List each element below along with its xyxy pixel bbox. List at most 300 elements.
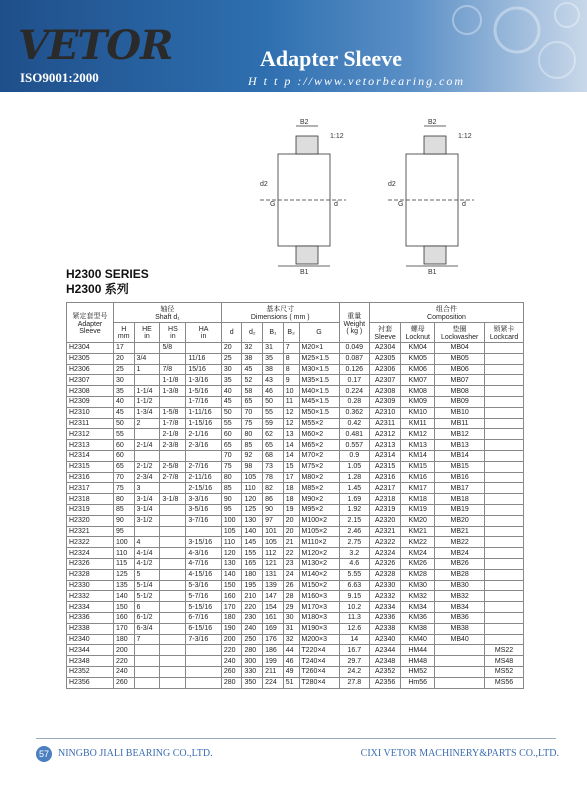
table-cell: 90 [263, 504, 284, 515]
table-cell: 1-3/16 [186, 375, 222, 386]
diagram-label-d2: d2 [260, 181, 268, 188]
table-cell: M120×2 [299, 548, 339, 559]
table-cell: M190×3 [299, 623, 339, 634]
table-cell: 220 [242, 602, 263, 613]
table-cell [485, 353, 524, 364]
table-cell: 0.362 [339, 407, 369, 418]
table-cell: H2311 [67, 418, 114, 429]
iso-certification: ISO9001:2000 [20, 70, 99, 85]
table-cell: MB21 [435, 526, 485, 537]
table-cell: 75 [113, 483, 134, 494]
table-cell: KM10 [401, 407, 435, 418]
table-cell: 260 [113, 677, 134, 688]
table-cell: KM06 [401, 364, 435, 375]
table-cell: 1.45 [339, 483, 369, 494]
table-cell: 17 [283, 472, 299, 483]
table-cell: 55 [113, 429, 134, 440]
table-cell: H2336 [67, 612, 114, 623]
table-row [67, 483, 524, 494]
table-cell: KM34 [401, 602, 435, 613]
table-cell: 51 [283, 677, 299, 688]
header-dimensions: 基本尺寸 Dimensions ( mm ) [221, 303, 339, 323]
table-cell: KM26 [401, 558, 435, 569]
table-cell: 3-15/16 [186, 537, 222, 548]
table-cell [485, 558, 524, 569]
table-cell: A2306 [370, 364, 401, 375]
table-cell: 25 [113, 364, 134, 375]
table-cell [485, 580, 524, 591]
table-cell: 330 [242, 666, 263, 677]
specification-table [66, 302, 524, 689]
table-cell: 5.55 [339, 569, 369, 580]
table-cell: 50 [113, 418, 134, 429]
table-row [67, 602, 524, 613]
table-row [67, 364, 524, 375]
table-cell: KM30 [401, 580, 435, 591]
table-cell [485, 472, 524, 483]
table-cell: 161 [263, 612, 284, 623]
table-cell: KM13 [401, 440, 435, 451]
table-cell: 32 [242, 343, 263, 354]
table-row [67, 450, 524, 461]
footer-divider [36, 738, 556, 739]
table-cell: HM44 [401, 645, 435, 656]
table-cell: 35 [263, 353, 284, 364]
table-cell [485, 515, 524, 526]
table-row [67, 429, 524, 440]
table-cell: M100×2 [299, 515, 339, 526]
table-cell: MB28 [435, 569, 485, 580]
table-cell: M30×1.5 [299, 364, 339, 375]
table-cell: 12.6 [339, 623, 369, 634]
table-cell: A2313 [370, 440, 401, 451]
table-cell: 110 [113, 548, 134, 559]
table-cell: 2-3/16 [186, 440, 222, 451]
table-cell: 73 [263, 461, 284, 472]
table-cell: 0.087 [339, 353, 369, 364]
table-cell: H2330 [67, 580, 114, 591]
diagram-label-b1: B1 [300, 269, 309, 276]
table-cell: 18 [283, 483, 299, 494]
header-b1: B₁ [263, 323, 284, 343]
table-cell: 3-1/4 [134, 504, 160, 515]
table-cell: A2311 [370, 418, 401, 429]
table-cell: A2319 [370, 504, 401, 515]
table-cell: 110 [242, 483, 263, 494]
table-cell: H2319 [67, 504, 114, 515]
table-cell: 169 [263, 623, 284, 634]
table-cell: 35 [221, 375, 242, 386]
table-cell: 1-5/16 [186, 386, 222, 397]
table-cell: 60 [113, 450, 134, 461]
table-cell: H2304 [67, 343, 114, 354]
table-cell: H2308 [67, 386, 114, 397]
table-cell: 1-1/4 [134, 386, 160, 397]
diagram-label-d: d [334, 201, 338, 208]
table-cell: 2.15 [339, 515, 369, 526]
table-cell: 85 [242, 440, 263, 451]
table-cell: 3.2 [339, 548, 369, 559]
table-cell: M140×2 [299, 569, 339, 580]
table-cell: 22 [283, 548, 299, 559]
table-cell [485, 386, 524, 397]
series-heading [66, 267, 149, 297]
header-banner [0, 0, 587, 92]
table-cell: KM32 [401, 591, 435, 602]
table-cell: 150 [113, 602, 134, 613]
table-cell: 1.28 [339, 472, 369, 483]
table-cell: 5-1/4 [134, 580, 160, 591]
table-cell [485, 343, 524, 354]
table-cell [134, 343, 160, 354]
table-cell [160, 396, 186, 407]
table-cell: 1 [134, 364, 160, 375]
table-cell: KM24 [401, 548, 435, 559]
table-cell: MB06 [435, 364, 485, 375]
table-cell: 95 [221, 504, 242, 515]
table-cell: M90×2 [299, 494, 339, 505]
table-cell: 2-3/4 [134, 472, 160, 483]
table-cell: 3-7/16 [186, 515, 222, 526]
table-row [67, 645, 524, 656]
page-title: Adapter Sleeve [260, 46, 402, 71]
table-cell: 62 [263, 429, 284, 440]
table-cell: 211 [263, 666, 284, 677]
table-cell: 60 [221, 429, 242, 440]
table-cell: KM36 [401, 612, 435, 623]
table-cell: 1.05 [339, 461, 369, 472]
table-cell: 3-1/8 [160, 494, 186, 505]
table-cell: H2309 [67, 396, 114, 407]
table-cell: 32 [283, 634, 299, 645]
header-b2: B₂ [283, 323, 299, 343]
table-cell: 140 [242, 526, 263, 537]
table-cell [160, 353, 186, 364]
adapter-sleeve-diagram [230, 116, 490, 276]
table-cell: 160 [113, 612, 134, 623]
table-cell: 195 [242, 580, 263, 591]
table-cell [134, 677, 160, 688]
table-cell [160, 483, 186, 494]
table-cell: A2307 [370, 375, 401, 386]
header-locknut: 螺母 Locknut [401, 323, 435, 343]
table-cell [485, 602, 524, 613]
table-cell: 20 [283, 515, 299, 526]
table-cell: KM18 [401, 494, 435, 505]
table-cell: 7/8 [160, 364, 186, 375]
table-cell: 2-1/4 [134, 440, 160, 451]
table-cell: 2 [134, 418, 160, 429]
table-cell: 40 [113, 396, 134, 407]
table-cell: 140 [113, 591, 134, 602]
table-row [67, 548, 524, 559]
table-cell: 98 [242, 461, 263, 472]
table-cell [435, 656, 485, 667]
table-cell: MB34 [435, 602, 485, 613]
table-cell [134, 656, 160, 667]
table-cell: MB40 [435, 634, 485, 645]
table-cell: 28 [283, 591, 299, 602]
table-row [67, 353, 524, 364]
table-cell: 170 [113, 623, 134, 634]
table-row [67, 515, 524, 526]
table-cell: 20 [283, 526, 299, 537]
table-cell: A2326 [370, 558, 401, 569]
table-row [67, 580, 524, 591]
table-row [67, 591, 524, 602]
table-cell: A2305 [370, 353, 401, 364]
table-cell: 199 [263, 656, 284, 667]
table-cell: 40 [221, 386, 242, 397]
table-cell: 68 [263, 450, 284, 461]
table-cell: 85 [221, 483, 242, 494]
table-cell: M60×2 [299, 429, 339, 440]
table-cell [160, 591, 186, 602]
table-cell: 5/8 [160, 343, 186, 354]
table-cell: 6-3/4 [134, 623, 160, 634]
table-cell [485, 504, 524, 515]
table-cell: KM21 [401, 526, 435, 537]
table-cell: 30 [283, 612, 299, 623]
table-cell: 86 [263, 494, 284, 505]
table-cell: 1-5/8 [160, 407, 186, 418]
table-cell: 0.17 [339, 375, 369, 386]
table-cell: MB09 [435, 396, 485, 407]
table-cell [485, 440, 524, 451]
table-cell: A2356 [370, 677, 401, 688]
table-cell: 2.75 [339, 537, 369, 548]
table-cell: 16.7 [339, 645, 369, 656]
table-cell: 240 [242, 623, 263, 634]
table-cell: 14 [283, 440, 299, 451]
table-cell: H2315 [67, 461, 114, 472]
table-cell: 0.126 [339, 364, 369, 375]
table-cell: H2344 [67, 645, 114, 656]
table-cell: 165 [242, 558, 263, 569]
table-cell: A2334 [370, 602, 401, 613]
table-cell [186, 450, 222, 461]
table-cell: 11/16 [186, 353, 222, 364]
table-cell [485, 526, 524, 537]
table-row [67, 343, 524, 354]
table-cell: 80 [242, 429, 263, 440]
table-cell: H2320 [67, 515, 114, 526]
table-cell [485, 623, 524, 634]
table-cell: 2-7/8 [160, 472, 186, 483]
footer-company-left: NINGBO JIALI BEARING CO.,LTD. [58, 748, 213, 759]
table-row [67, 494, 524, 505]
table-cell [134, 666, 160, 677]
table-cell [435, 666, 485, 677]
table-cell: H2314 [67, 450, 114, 461]
table-cell: MB12 [435, 429, 485, 440]
table-row [67, 666, 524, 677]
table-row [67, 526, 524, 537]
table-cell: MS48 [485, 656, 524, 667]
table-cell: MS56 [485, 677, 524, 688]
table-cell: A2321 [370, 526, 401, 537]
table-cell: 170 [221, 602, 242, 613]
table-cell: 186 [263, 645, 284, 656]
table-cell: 60 [113, 440, 134, 451]
table-cell: 3-3/16 [186, 494, 222, 505]
table-cell: 150 [221, 580, 242, 591]
table-cell: 145 [242, 537, 263, 548]
table-row [67, 418, 524, 429]
table-cell: 5 [134, 569, 160, 580]
table-cell: 220 [113, 656, 134, 667]
header-shaft: 轴径 Shaft d₁ [113, 303, 221, 323]
table-cell: M130×2 [299, 558, 339, 569]
table-cell: 130 [242, 515, 263, 526]
table-cell: 44 [283, 645, 299, 656]
diagram-label-b2: B2 [300, 119, 309, 126]
table-cell: 11.3 [339, 612, 369, 623]
table-cell: MB05 [435, 353, 485, 364]
table-cell: 38 [263, 364, 284, 375]
table-cell: KM05 [401, 353, 435, 364]
table-cell: 9 [283, 375, 299, 386]
table-cell: H2307 [67, 375, 114, 386]
table-cell: 7 [283, 343, 299, 354]
table-cell [160, 526, 186, 537]
table-cell: 2-5/8 [160, 461, 186, 472]
table-cell: MB04 [435, 343, 485, 354]
table-row [67, 558, 524, 569]
table-cell: 1.69 [339, 494, 369, 505]
table-cell: 5-1/2 [134, 591, 160, 602]
header-weight: 重量 Weight ( kg ) [339, 303, 369, 343]
table-cell: A2309 [370, 396, 401, 407]
table-cell: H2313 [67, 440, 114, 451]
table-cell: 200 [221, 634, 242, 645]
series-title-en: H2300 SERIES [66, 267, 149, 281]
table-cell: 7-3/16 [186, 634, 222, 645]
table-cell [485, 396, 524, 407]
table-cell: 2-11/16 [186, 472, 222, 483]
table-cell: 240 [221, 656, 242, 667]
table-cell: 12 [283, 418, 299, 429]
table-cell [186, 343, 222, 354]
table-cell: 135 [113, 580, 134, 591]
table-cell: A2310 [370, 407, 401, 418]
table-row [67, 612, 524, 623]
table-cell: 29 [283, 602, 299, 613]
table-cell: 17 [113, 343, 134, 354]
table-cell: M75×2 [299, 461, 339, 472]
table-cell: M55×2 [299, 418, 339, 429]
table-cell: 3-1/2 [134, 515, 160, 526]
table-cell: 95 [113, 526, 134, 537]
table-cell: HM48 [401, 656, 435, 667]
table-cell: 100 [221, 515, 242, 526]
table-cell [485, 548, 524, 559]
table-cell: 4-3/16 [186, 548, 222, 559]
table-cell: 7 [134, 634, 160, 645]
table-cell: 154 [263, 602, 284, 613]
table-cell: 97 [263, 515, 284, 526]
table-cell: 280 [242, 645, 263, 656]
table-cell: A2338 [370, 623, 401, 634]
table-cell: 20 [221, 343, 242, 354]
table-cell: 6 [134, 602, 160, 613]
table-cell: A2322 [370, 537, 401, 548]
table-cell [435, 645, 485, 656]
table-cell: M200×3 [299, 634, 339, 645]
table-row [67, 537, 524, 548]
table-cell [485, 612, 524, 623]
table-cell: 176 [263, 634, 284, 645]
table-cell: 70 [113, 472, 134, 483]
table-cell: M20×1 [299, 343, 339, 354]
table-cell: 10 [283, 386, 299, 397]
table-cell: M35×1.5 [299, 375, 339, 386]
table-cell: M85×2 [299, 483, 339, 494]
series-title-cn: H2300 系列 [66, 282, 129, 296]
table-cell: KM40 [401, 634, 435, 645]
table-cell: M110×2 [299, 537, 339, 548]
table-cell: T220×4 [299, 645, 339, 656]
table-cell: A2352 [370, 666, 401, 677]
table-cell: A2336 [370, 612, 401, 623]
table-cell: 8 [283, 364, 299, 375]
table-cell [485, 634, 524, 645]
table-cell: M40×1.5 [299, 386, 339, 397]
table-cell [160, 666, 186, 677]
table-cell: KM20 [401, 515, 435, 526]
table-cell: 105 [221, 526, 242, 537]
table-cell: 130 [221, 558, 242, 569]
table-cell [160, 580, 186, 591]
header-adapter: 紧定套型号 Adapter Sleeve [67, 303, 114, 343]
table-cell: 3-1/4 [134, 494, 160, 505]
table-cell: 125 [242, 504, 263, 515]
table-cell: KM19 [401, 504, 435, 515]
table-cell: 24.2 [339, 666, 369, 677]
table-row [67, 386, 524, 397]
table-cell [160, 515, 186, 526]
company-logo: VETOR [18, 22, 173, 69]
table-cell: 0.224 [339, 386, 369, 397]
table-cell [160, 602, 186, 613]
table-cell: 70 [242, 407, 263, 418]
table-cell: 3/4 [134, 353, 160, 364]
table-cell: 19 [283, 504, 299, 515]
table-cell: 3 [134, 483, 160, 494]
table-cell: 14 [339, 634, 369, 645]
table-cell: A2308 [370, 386, 401, 397]
table-cell [485, 375, 524, 386]
table-cell: H2321 [67, 526, 114, 537]
table-row [67, 440, 524, 451]
header-g: G [299, 323, 339, 343]
table-cell: 50 [221, 407, 242, 418]
table-cell: MB15 [435, 461, 485, 472]
table-cell: KM09 [401, 396, 435, 407]
table-cell [160, 537, 186, 548]
table-cell: 27.8 [339, 677, 369, 688]
table-cell: 30 [221, 364, 242, 375]
table-cell [134, 375, 160, 386]
table-cell: KM11 [401, 418, 435, 429]
diagram-label-g: G [398, 201, 404, 208]
diagram-label-d: d [462, 201, 466, 208]
table-cell [485, 364, 524, 375]
table-cell: KM38 [401, 623, 435, 634]
table-cell: H2326 [67, 558, 114, 569]
table-cell [134, 429, 160, 440]
table-cell [485, 483, 524, 494]
